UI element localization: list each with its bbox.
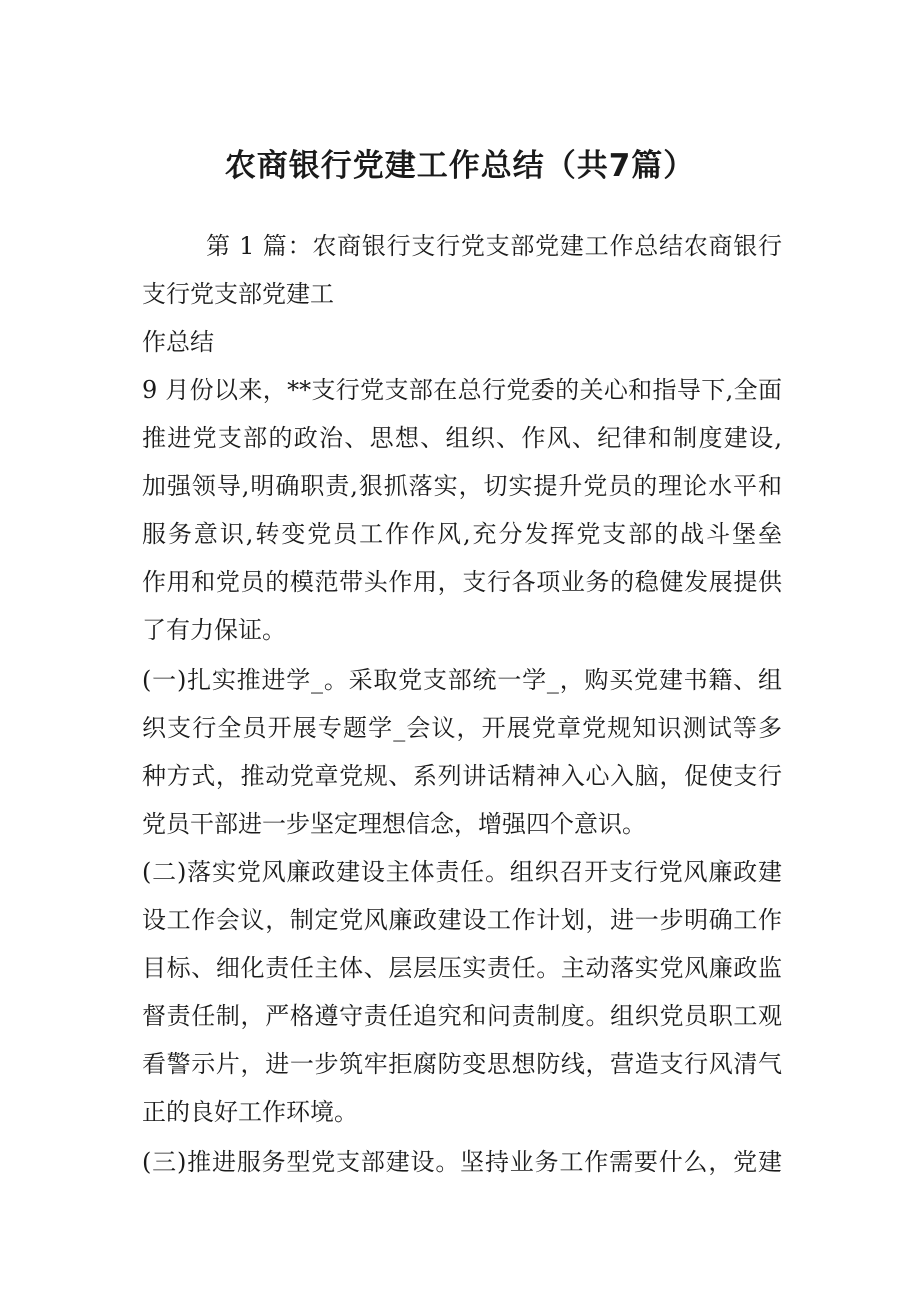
paragraph-line: 作用和党员的模范带头作用，支行各项业务的稳健发展提供 — [142, 568, 782, 596]
paragraph-line: 加强领导,明确职责,狠抓落实，切实提升党员的理论水平和 — [142, 472, 782, 500]
paragraph-line: 9 月份以来，**支行党支部在总行党委的关心和指导下,全面 — [142, 376, 782, 404]
paragraph-line: 推进党支部的政治、思想、组织、作风、纪律和制度建设, — [142, 424, 782, 452]
paragraph-line: 设工作会议，制定党风廉政建设工作计划，进一步明确工作 — [142, 906, 782, 934]
paragraph-line: 了有力保证。 — [142, 616, 286, 644]
paragraph-line: 目标、细化责任主体、层层压实责任。主动落实党风廉政监 — [142, 954, 782, 982]
paragraph-line: 支行党支部党建工 — [142, 280, 334, 308]
paragraph-line: 织支行全员开展专题学_会议，开展党章党规知识测试等多 — [142, 714, 782, 742]
paragraph-line: 督责任制，严格遵守责任追究和问责制度。组织党员职工观 — [142, 1002, 782, 1030]
paragraph-line: 第 1 篇：农商银行支行党支部党建工作总结农商银行 — [206, 232, 782, 260]
document-title: 农商银行党建工作总结（共7篇） — [224, 148, 696, 184]
paragraph-line: 看警示片，进一步筑牢拒腐防变思想防线，营造支行风清气 — [142, 1050, 782, 1078]
paragraph-line: 作总结 — [142, 328, 214, 356]
paragraph-line: (一)扎实推进学_。采取党支部统一学_，购买党建书籍、组 — [142, 666, 782, 694]
paragraph-line: 种方式，推动党章党规、系列讲话精神入心入脑，促使支行 — [142, 762, 782, 790]
paragraph-line: 服务意识,转变党员工作作风,充分发挥党支部的战斗堡垒 — [142, 520, 782, 548]
paragraph-line: (二)落实党风廉政建设主体责任。组织召开支行党风廉政建 — [142, 858, 782, 886]
paragraph-line: 党员干部进一步坚定理想信念，增强四个意识。 — [142, 810, 646, 838]
paragraph-line: (三)推进服务型党支部建设。坚持业务工作需要什么，党建 — [142, 1148, 782, 1176]
paragraph-line: 正的良好工作环境。 — [142, 1098, 358, 1126]
